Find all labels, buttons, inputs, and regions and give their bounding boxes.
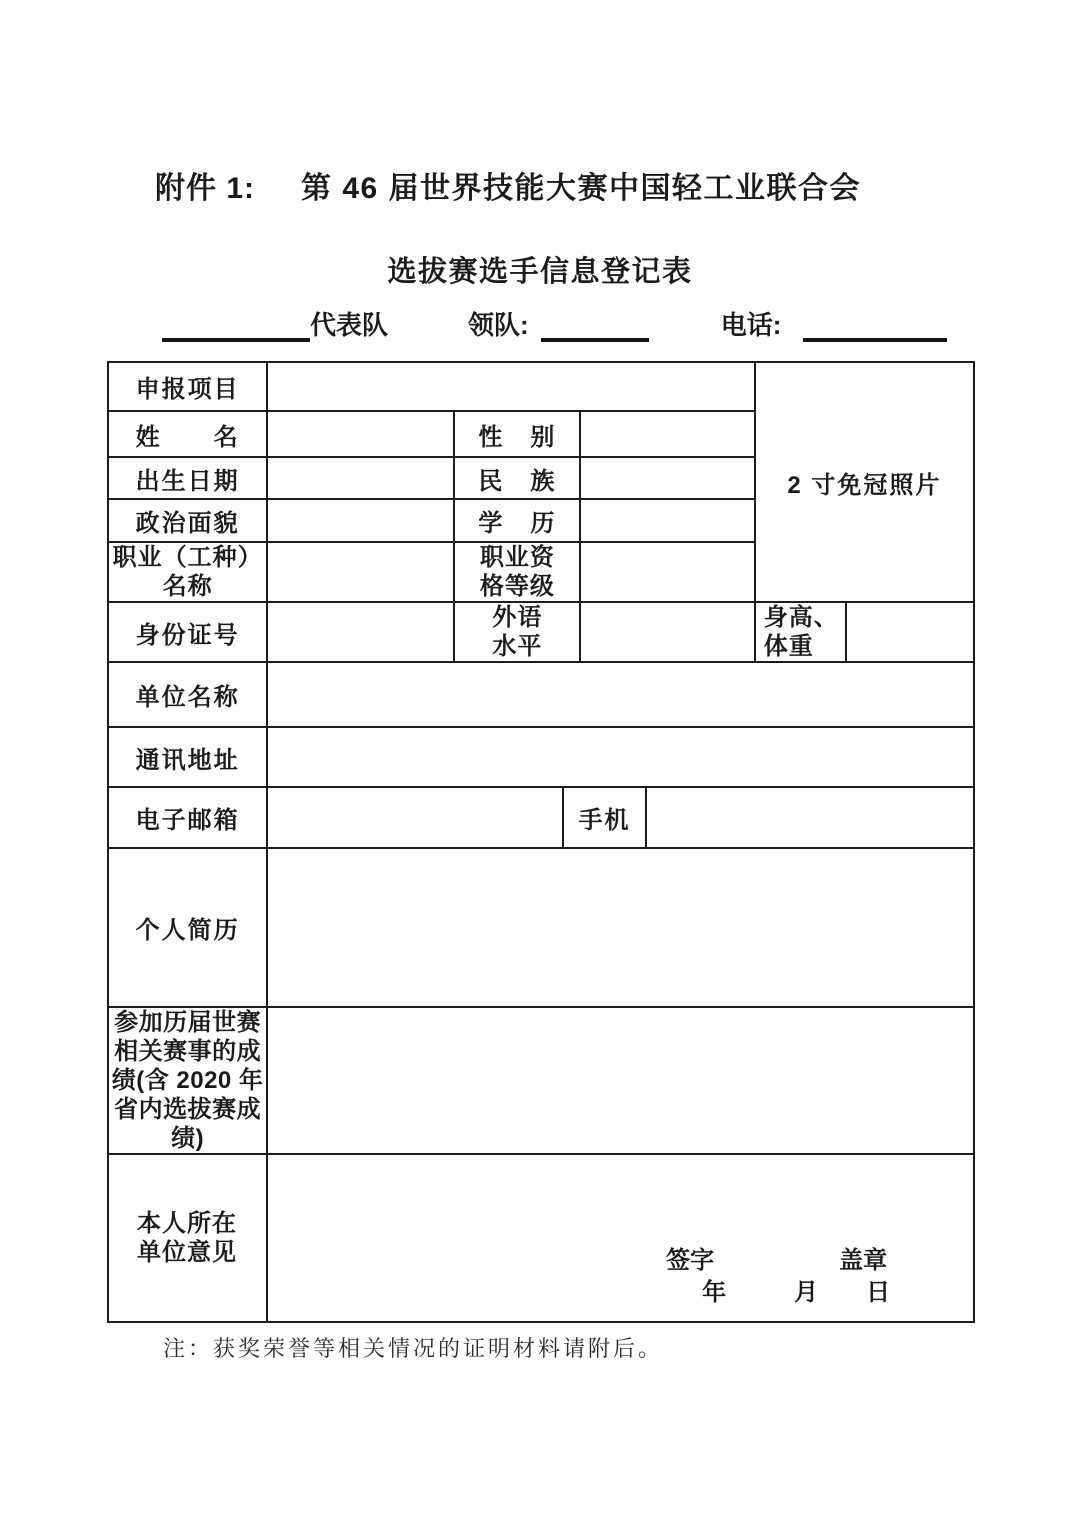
team-suffix-label: 代表队 (310, 310, 389, 340)
foreign-language-label-line1: 外语 (492, 604, 543, 631)
team-info-line (162, 308, 947, 342)
id-number-label: 身份证号 (108, 602, 267, 662)
email-value-cell (267, 787, 563, 848)
gender-value-cell (580, 411, 754, 457)
political-status-label: 政治面貌 (108, 499, 267, 542)
foreign-language-value-cell (580, 602, 754, 662)
past-results-label-line4: 省内选拔赛成 (114, 1096, 262, 1123)
resume-value-cell (267, 848, 974, 1007)
email-label: 电子邮箱 (108, 787, 267, 848)
leader-blank (541, 312, 649, 342)
employer-label: 单位名称 (108, 662, 267, 727)
name-value-cell (267, 411, 454, 457)
occupation-label (108, 542, 267, 602)
name-label: 姓 名 (108, 411, 267, 457)
leader-label: 领队: (468, 310, 529, 340)
team-name-blank (162, 312, 310, 342)
unit-opinion-label-line2: 单位意见 (137, 1239, 237, 1266)
height-weight-value-cell (846, 602, 974, 662)
mailing-address-label: 通讯地址 (108, 727, 267, 787)
resume-label: 个人简历 (108, 848, 267, 1007)
height-weight-label-line2: 体重 (763, 633, 814, 660)
qualification-label-line2: 格等级 (479, 573, 555, 600)
occupation-label-line2: 名称 (162, 573, 213, 600)
project-value-cell (267, 362, 755, 411)
project-label: 申报项目 (108, 362, 267, 411)
ethnicity-label: 民 族 (454, 457, 580, 499)
past-results-value-cell (267, 1007, 974, 1154)
occupation-label-line1: 职业（工种） (112, 544, 263, 571)
registration-table (107, 361, 975, 1323)
unit-opinion-label-line1: 本人所在 (137, 1210, 237, 1237)
signature-label: 签字 (666, 1247, 715, 1274)
id-number-value-cell (267, 602, 454, 662)
mobile-label: 手机 (563, 787, 645, 848)
seal-label: 盖章 (839, 1247, 888, 1274)
past-results-label-line2: 相关赛事的成 (114, 1038, 262, 1065)
employer-value-cell (267, 662, 974, 727)
attachment-label: 附件 1: (155, 172, 256, 205)
year-label: 年 (702, 1279, 727, 1306)
month-label: 月 (794, 1279, 819, 1306)
birth-date-label: 出生日期 (108, 457, 267, 499)
mobile-value-cell (646, 787, 974, 848)
org-title: 第 46 届世界技能大赛中国轻工业联合会 (301, 172, 862, 205)
date-line (702, 1279, 973, 1307)
phone-label: 电话: (720, 310, 782, 340)
ethnicity-value-cell (580, 457, 754, 499)
past-results-label-line5: 绩) (171, 1125, 205, 1152)
form-title: 选拔赛选手信息登记表 (387, 256, 693, 288)
unit-opinion-label (108, 1154, 267, 1322)
phone-blank (803, 312, 947, 342)
height-weight-label (755, 602, 846, 662)
header-line (155, 163, 861, 207)
day-label: 日 (866, 1279, 891, 1306)
foreign-language-label-line2: 水平 (492, 633, 543, 660)
past-results-label-line3: 绩(含 2020 年 (111, 1067, 264, 1094)
qualification-label-line1: 职业资 (479, 544, 555, 571)
gender-label: 性 别 (454, 411, 580, 457)
political-status-value-cell (267, 499, 454, 542)
education-label: 学 历 (454, 499, 580, 542)
past-results-label (108, 1007, 267, 1154)
note-text: 注：获奖荣誉等相关情况的证明材料请附后。 (163, 1336, 664, 1361)
birth-date-value-cell (267, 457, 454, 499)
mailing-address-value-cell (267, 727, 974, 787)
foreign-language-label (454, 602, 580, 662)
qualification-label (454, 542, 580, 602)
unit-opinion-value-cell (267, 1154, 974, 1322)
height-weight-label-line1: 身高、 (763, 604, 839, 631)
qualification-value-cell (580, 542, 754, 602)
signature-seal-line (666, 1247, 973, 1275)
education-value-cell (580, 499, 754, 542)
photo-cell: 2 寸免冠照片 (755, 362, 974, 602)
occupation-value-cell (267, 542, 454, 602)
past-results-label-line1: 参加历届世赛 (114, 1009, 262, 1036)
